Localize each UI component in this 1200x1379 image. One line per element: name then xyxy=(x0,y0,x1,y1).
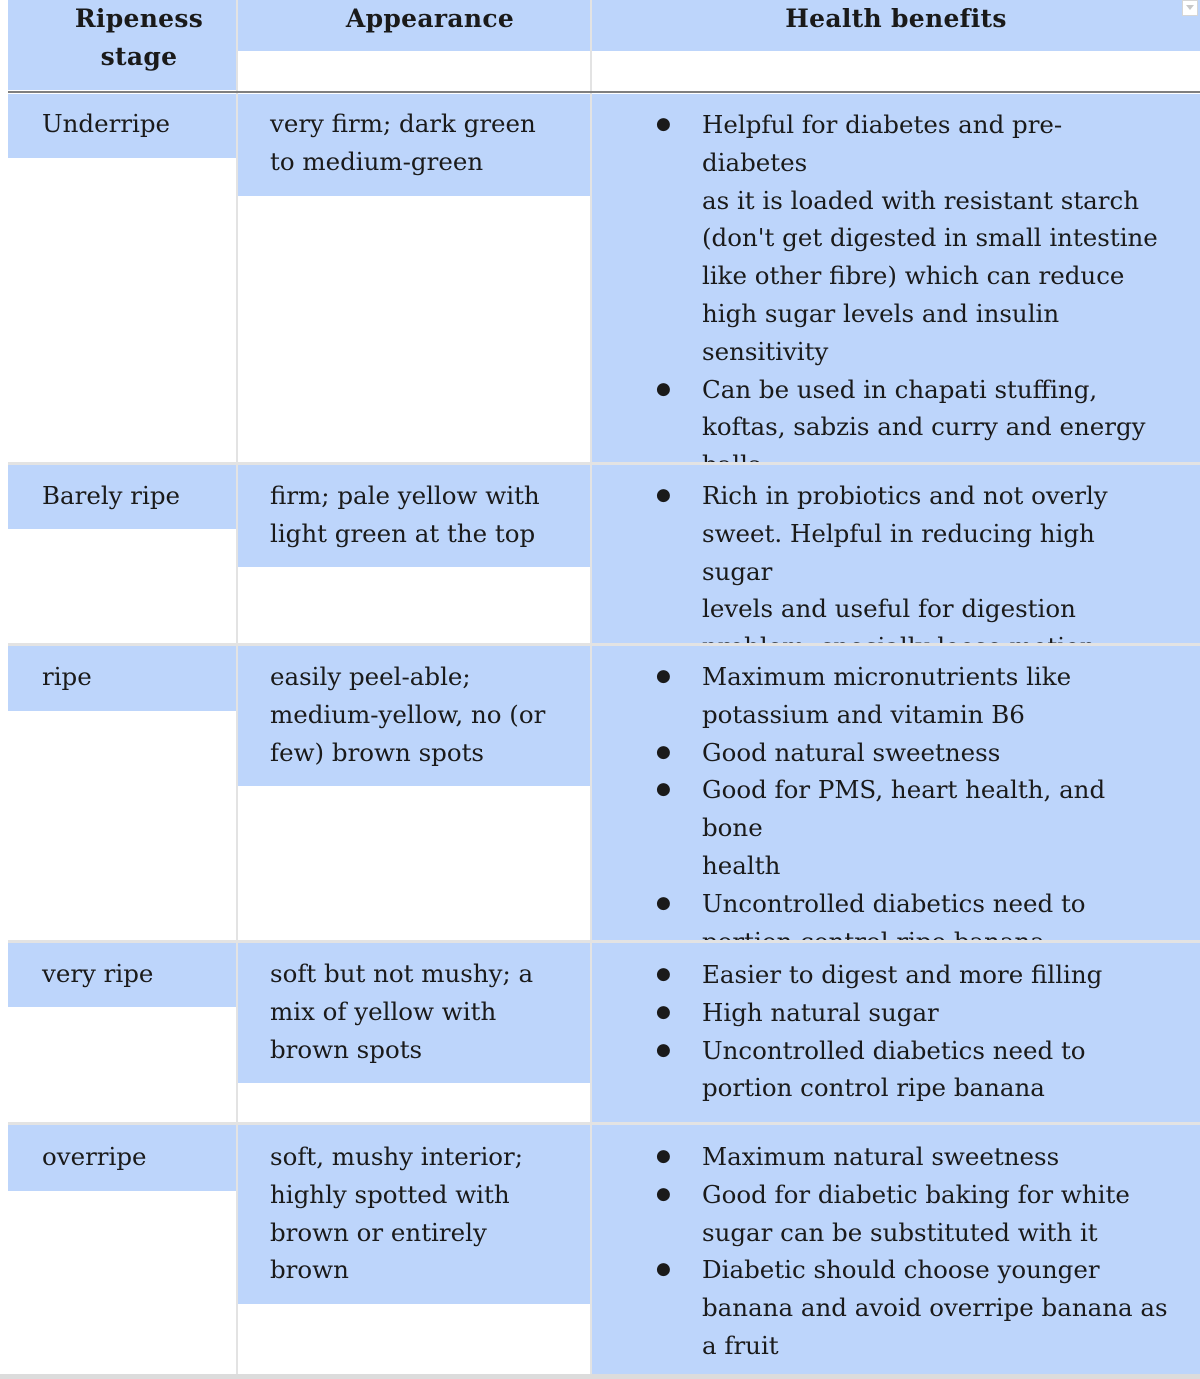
benefit-line: (don't get digested in small intestine xyxy=(702,223,1158,253)
row-underripe-benefits xyxy=(592,94,1200,462)
header-divider xyxy=(8,91,1200,93)
benefit-line: koftas, sabzis and curry and energy xyxy=(702,412,1146,442)
row-ripe-stage xyxy=(8,646,236,940)
row-divider xyxy=(8,940,1200,943)
appearance-line: to medium-green xyxy=(270,146,484,176)
header-ripeness-stage-line2: stage xyxy=(100,42,178,71)
benefit-line: ● Maximum natural sweetness xyxy=(702,1142,1060,1171)
header-appearance-label: Appearance xyxy=(345,4,515,33)
benefit-line: sugar can be substituted with it xyxy=(702,1217,1098,1247)
row-very-ripe-appearance xyxy=(238,943,590,1122)
benefit-item xyxy=(592,658,1200,734)
row-very-ripe-benefits xyxy=(592,943,1200,1122)
row-barely-ripe-stage xyxy=(8,465,236,643)
benefit-line: like other fibre) which can reduce xyxy=(702,261,1125,291)
benefit-line: ● Helpful for diabetes and pre- diabetes xyxy=(702,110,1063,177)
stage-label: Underripe xyxy=(42,109,171,138)
header-appearance xyxy=(238,0,590,90)
benefit-item xyxy=(592,956,1200,994)
benefit-item xyxy=(592,1251,1200,1364)
benefit-line: sensitivity xyxy=(702,336,829,366)
benefit-line: health xyxy=(702,850,781,880)
benefit-line: banana and avoid overripe banana as xyxy=(702,1293,1168,1323)
row-underripe-appearance xyxy=(238,94,590,462)
benefit-line: ● Uncontrolled diabetics need to xyxy=(702,888,1086,918)
benefit-item xyxy=(592,106,1200,371)
stage-label: overripe xyxy=(42,1142,147,1171)
header-ripeness-stage-line1: Ripeness xyxy=(74,4,204,33)
benefit-line: portion control ripe banana xyxy=(702,1073,1045,1103)
benefit-item xyxy=(592,1138,1200,1176)
row-overripe-stage xyxy=(8,1125,236,1379)
benefit-line: ● Diabetic should choose younger xyxy=(702,1255,1100,1285)
benefit-line: ● Good for diabetic baking for white xyxy=(702,1179,1130,1209)
appearance-line: few) brown spots xyxy=(270,737,484,767)
appearance-line: easily peel-able; xyxy=(270,662,471,691)
stage-label: ripe xyxy=(42,662,92,691)
appearance-line: medium-yellow, no (or xyxy=(270,699,546,729)
header-health-benefits xyxy=(592,0,1200,90)
benefit-line: levels and useful for digestion xyxy=(702,594,1076,624)
row-barely-ripe-benefits xyxy=(592,465,1200,643)
row-ripe-benefits xyxy=(592,646,1200,940)
benefit-line: ● Good for PMS, heart health, and bone xyxy=(702,775,1106,843)
header-ripeness-stage xyxy=(8,0,236,90)
benefit-item xyxy=(592,477,1200,666)
stage-label: very ripe xyxy=(42,959,154,988)
appearance-line: light green at the top xyxy=(270,518,536,548)
benefit-item xyxy=(592,734,1200,772)
appearance-line: very firm; dark green xyxy=(270,109,536,138)
benefit-line: ● Rich in probiotics and not overly xyxy=(702,481,1108,510)
appearance-line: brown or entirely xyxy=(270,1217,487,1247)
row-overripe-benefits xyxy=(592,1125,1200,1379)
benefit-item xyxy=(592,771,1200,884)
column-divider xyxy=(590,0,592,1379)
row-overripe-appearance xyxy=(238,1125,590,1379)
benefit-line: ● Can be used in chapati stuffing, xyxy=(702,374,1098,404)
header-health-benefits-label: Health benefits xyxy=(785,4,1007,33)
benefit-line: ● High natural sugar xyxy=(702,997,939,1027)
appearance-line: soft, mushy interior; xyxy=(270,1142,524,1171)
benefit-line: sweet. Helpful in reducing high sugar xyxy=(702,518,1095,586)
benefit-line: ● Easier to digest and more filling xyxy=(702,960,1103,989)
bottom-border xyxy=(0,1374,1200,1379)
row-barely-ripe-appearance xyxy=(238,465,590,643)
row-very-ripe-stage xyxy=(8,943,236,1122)
stage-label: Barely ripe xyxy=(42,481,181,510)
benefit-line: ● Maximum micronutrients like xyxy=(702,662,1072,691)
row-divider xyxy=(8,643,1200,646)
dropdown-handle-icon[interactable] xyxy=(1182,0,1198,16)
appearance-line: highly spotted with xyxy=(270,1179,510,1209)
benefit-line: as it is loaded with resistant starch xyxy=(702,185,1139,215)
benefit-item xyxy=(592,1176,1200,1252)
appearance-line: mix of yellow with xyxy=(270,996,497,1026)
row-underripe-stage xyxy=(8,94,236,462)
appearance-line: soft but not mushy; a xyxy=(270,959,534,988)
benefit-line: ● Uncontrolled diabetics need to xyxy=(702,1035,1086,1065)
benefit-line: ● Good natural sweetness xyxy=(702,737,1001,767)
benefit-item xyxy=(592,1032,1200,1108)
row-divider xyxy=(8,462,1200,465)
row-divider xyxy=(8,1122,1200,1125)
appearance-line: brown xyxy=(270,1255,349,1285)
appearance-line: firm; pale yellow with xyxy=(270,481,540,510)
benefit-line: high sugar levels and insulin xyxy=(702,298,1060,328)
column-divider xyxy=(236,0,238,1379)
benefit-line: potassium and vitamin B6 xyxy=(702,699,1025,729)
appearance-line: brown spots xyxy=(270,1034,423,1064)
benefit-item xyxy=(592,994,1200,1032)
row-ripe-appearance xyxy=(238,646,590,940)
benefit-line: a fruit xyxy=(702,1330,779,1360)
